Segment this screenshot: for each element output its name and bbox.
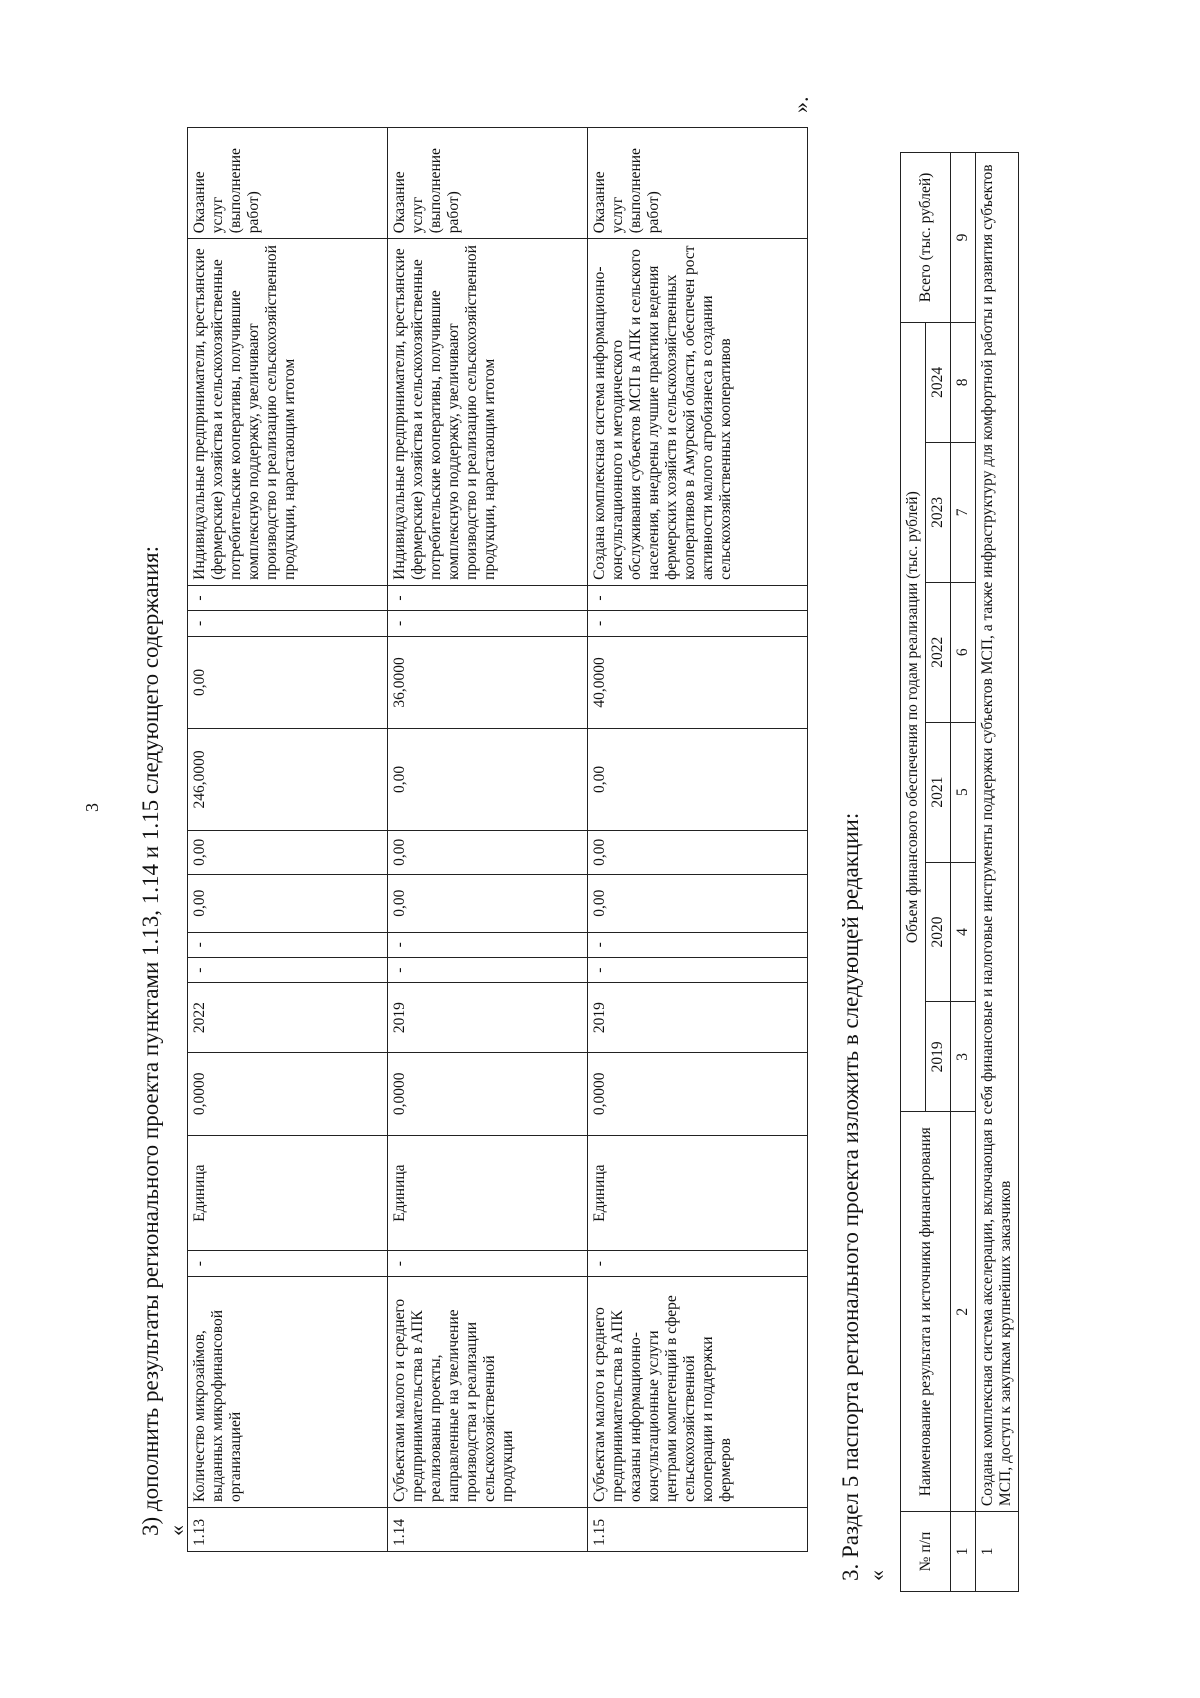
results-table	[187, 127, 808, 1552]
col-number: 6	[951, 582, 976, 722]
base-value: 0,0000	[188, 1052, 388, 1135]
result-type: Оказание услуг (выполнение работ)	[588, 128, 808, 239]
value-cell: 0,00	[588, 874, 808, 932]
base-value: 0,0000	[388, 1052, 588, 1135]
value-cell: -	[588, 932, 808, 957]
table-row	[388, 128, 588, 1552]
base-year: 2022	[188, 983, 388, 1052]
row-number: 1.13	[188, 1507, 388, 1551]
col-number: 4	[951, 862, 976, 1002]
unit-cell: Единица	[588, 1135, 808, 1251]
value-cell: 0,00	[188, 636, 388, 728]
value-cell: 0,00	[588, 830, 808, 874]
value-cell: -	[388, 611, 588, 636]
col-number: 3	[951, 1002, 976, 1112]
col-number: 9	[951, 153, 976, 323]
header-year: 2020	[926, 862, 951, 1002]
col-number: 5	[951, 722, 976, 862]
value-cell: 0,00	[388, 830, 588, 874]
lead-paragraph	[138, 546, 190, 1536]
base-year: 2019	[588, 983, 808, 1052]
value-cell: 246,0000	[188, 729, 388, 831]
value-cell: -	[588, 611, 808, 636]
col-number: 2	[951, 1112, 976, 1512]
value-cell: -	[188, 932, 388, 957]
section-text: 3. Раздел 5 паспорта регионального проекта изложить в следующей редакции:	[838, 812, 863, 1581]
section-paragraph	[838, 813, 890, 1581]
result-description: Создана комплексная система информационно-консультационного и методического обслуживания субъектов МСП в АПК и сельского населения, внедрены лучшие практики ведения фермерских хозяйств и сельскохозяйственных кооперативов в Амурской области, обеспечен рост активности малого агробизнеса в создании сельскохозяйственных кооперативов	[588, 239, 808, 586]
value-cell: 40,0000	[588, 636, 808, 728]
header-year: 2021	[926, 722, 951, 862]
result-type: Оказание услуг (выполнение работ)	[388, 128, 588, 239]
result-type: Оказание услуг (выполнение работ)	[188, 128, 388, 239]
unit-cell: Единица	[188, 1135, 388, 1251]
col-number: 1	[951, 1512, 976, 1592]
header-num: № п/п	[901, 1512, 951, 1592]
value-cell: -	[588, 585, 808, 610]
section-open-quote: «	[864, 1570, 889, 1581]
value-cell: -	[188, 611, 388, 636]
base-value: 0,0000	[588, 1052, 808, 1135]
value-cell: -	[188, 585, 388, 610]
value-cell: -	[588, 957, 808, 982]
result-description: Индивидуальные предприниматели, крестьянские (фермерские) хозяйства и сельскохозяйственные потребительские кооперативы, получившие комплексную поддержку, увеличивают производство и реализацию сельскохозяйственной продукции, нарастающим итогом	[388, 239, 588, 586]
unit-cell: Единица	[388, 1135, 588, 1251]
row-number: 1.14	[388, 1507, 588, 1551]
finance-data-row	[976, 153, 1019, 1592]
header-year: 2022	[926, 582, 951, 722]
header-year: 2019	[926, 1002, 951, 1112]
result-description: Индивидуальные предприниматели, крестьянские (фермерские) хозяйства и сельскохозяйственные потребительские кооперативы, получившие комплексную поддержку, увеличивают производство и реализацию сельскохозяйственной продукции, нарастающим итогом	[188, 239, 388, 586]
value-cell: 0,00	[188, 874, 388, 932]
cell-dash: -	[588, 1251, 808, 1276]
header-year: 2024	[926, 322, 951, 442]
base-year: 2019	[388, 983, 588, 1052]
table-row	[588, 128, 808, 1552]
page-number: 3	[82, 803, 102, 812]
value-cell: 0,00	[388, 874, 588, 932]
row-number: 1.15	[588, 1507, 808, 1551]
table-row	[188, 128, 388, 1552]
value-cell: -	[388, 957, 588, 982]
value-cell: 36,0000	[388, 636, 588, 728]
result-name: Количество микрозаймов, выданных микрофинансовой организацией	[188, 1276, 388, 1507]
open-quote: «	[164, 1525, 189, 1536]
result-name: Субъектам малого и среднего предпринимательства в АПК оказаны информационно-консультационные услуги центрами компетенций в сфере сельскохозяйственной кооперации и поддержки фермеров	[588, 1276, 808, 1507]
finance-header-row	[901, 153, 926, 1592]
lead-text: 3) дополнить результаты регионального проекта пунктами 1.13, 1.14 и 1.15 следующего содержания:	[138, 546, 163, 1536]
cell-dash: -	[188, 1251, 388, 1276]
value-cell: 0,00	[388, 729, 588, 831]
finance-row-number: 1	[976, 1512, 1019, 1592]
header-group: Объем финансового обеспечения по годам реализации (тыс. рублей)	[901, 322, 926, 1111]
finance-table	[900, 152, 1019, 1592]
header-name: Наименование результата и источники финансирования	[901, 1112, 951, 1512]
close-quote: ».	[788, 96, 813, 113]
value-cell: -	[388, 585, 588, 610]
cell-dash: -	[388, 1251, 588, 1276]
value-cell: 0,00	[188, 830, 388, 874]
header-total: Всего (тыс. рублей)	[901, 153, 951, 323]
header-year: 2023	[926, 442, 951, 582]
value-cell: -	[388, 932, 588, 957]
finance-row-text: Создана комплексная система акселерации, включающая в себя финансовые и налоговые инструменты поддержки субъектов МСП, а также инфраструктуру для комфортной работы и развития субъектов МСП, доступ к закупкам крупнейших заказчиков	[976, 153, 1019, 1512]
value-cell: -	[188, 957, 388, 982]
value-cell: 0,00	[588, 729, 808, 831]
result-name: Субъектами малого и среднего предпринимательства в АПК реализованы проекты, направленные на увеличение производства и реализации сельскохозяйственной продукции	[388, 1276, 588, 1507]
col-number: 7	[951, 442, 976, 582]
finance-colnum-row	[951, 153, 976, 1592]
col-number: 8	[951, 322, 976, 442]
